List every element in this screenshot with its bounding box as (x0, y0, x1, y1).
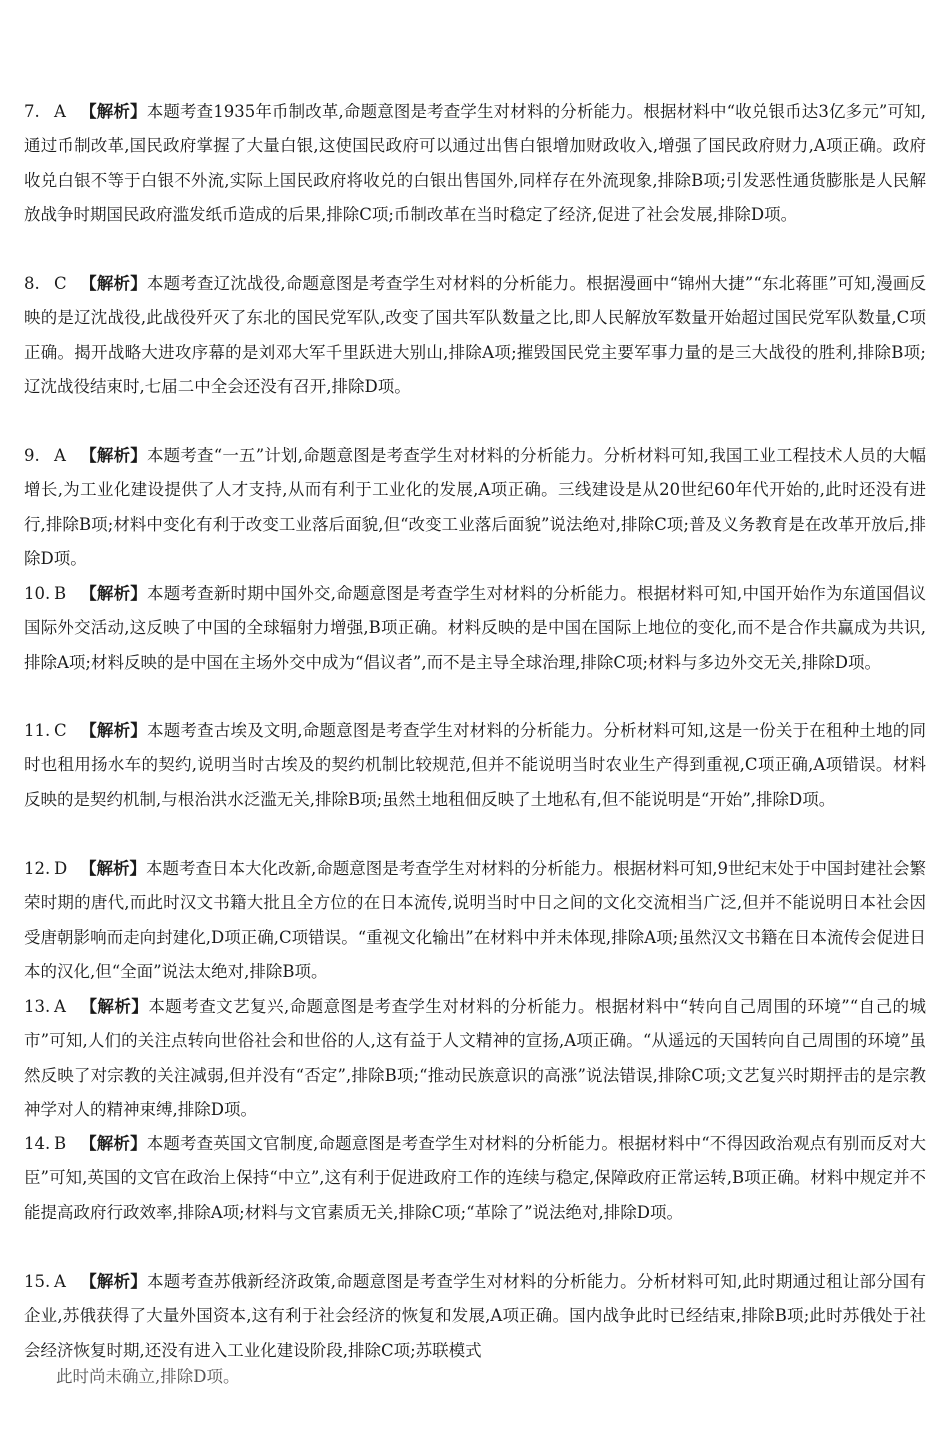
analysis-tag: 【解析】 (80, 1272, 148, 1291)
explanation-item-15 (24, 1265, 926, 1368)
item-answer: C (54, 721, 67, 740)
item-text: 本题考查文艺复兴,命题意图是考查学生对材料的分析能力。根据材料中“转向自己周围的环境”“自己的城市”可知,人们的关注点转向世俗社会和世俗的人,这有益于人文精神的宣扬,A项正确。“从遥远的天国转向自己周围的环境”虽然反映了对宗教的关注减弱,但并没有“否定”,排除B项;“推动民族意识的高涨”说法错误,排除C项;文艺复兴时期抨击的是宗教神学对人的精神束缚,排除D项。 (24, 997, 927, 1120)
analysis-tag: 【解析】 (80, 274, 147, 293)
item-number: 11. (24, 721, 51, 740)
explanation-item-11 (24, 714, 926, 817)
explanation-item-13 (24, 990, 926, 1128)
item-answer: A (54, 446, 66, 465)
analysis-tag: 【解析】 (80, 1134, 147, 1153)
item-answer: C (54, 274, 67, 293)
analysis-tag: 【解析】 (80, 859, 146, 878)
explanation-item-10 (24, 577, 926, 680)
item-answer: B (54, 1134, 67, 1153)
explanation-item-14 (24, 1127, 926, 1230)
analysis-tag: 【解析】 (80, 446, 147, 465)
analysis-tag: 【解析】 (80, 721, 148, 740)
item-number: 7. (24, 102, 40, 121)
item-number: 15. (24, 1272, 51, 1291)
item-answer: A (54, 102, 66, 121)
item-text: 本题考查英国文官制度,命题意图是考查学生对材料的分析能力。根据材料中“不得因政治观点有别而反对大臣”可知,英国的文官在政治上保持“中立”,这有利于促进政府工作的连续与稳定,保障政府正常运转,B项正确。材料中规定并不能提高政府行政效率,排除A项;材料与文官素质无关,排除C项;“革除了”说法绝对,排除D项。 (24, 1134, 926, 1222)
item-number: 9. (24, 446, 40, 465)
item-answer: D (54, 859, 68, 878)
item-answer: B (54, 584, 67, 603)
explanation-item-7 (24, 95, 926, 233)
item-number: 10. (24, 584, 51, 603)
explanation-item-12 (24, 852, 926, 990)
item-number: 13. (24, 997, 51, 1016)
item-number: 8. (24, 274, 40, 293)
item-answer: A (54, 1272, 66, 1291)
analysis-tag: 【解析】 (80, 584, 148, 603)
item-text: 本题考查古埃及文明,命题意图是考查学生对材料的分析能力。分析材料可知,这是一份关于在租种土地的同时也租用扬水车的契约,说明当时古埃及的契约机制比较规范,但并不能说明当时农业生产得到重视,C项正确,A项错误。材料反映的是契约机制,与根治洪水泛滥无关,排除B项;虽然土地租佃反映了土地私有,但不能说明是“开始”,排除D项。 (24, 721, 926, 809)
item-text: 本题考查“一五”计划,命题意图是考查学生对材料的分析能力。分析材料可知,我国工业工程技术人员的大幅增长,为工业化建设提供了人才支持,从而有利于工业化的发展,A项正确。三线建设是从20世纪60年代开始的,此时还没有进行,排除B项;材料中变化有利于改变工业落后面貌,但“改变工业落后面貌”说法绝对,排除C项;普及义务教育是在改革开放后,排除D项。 (24, 446, 926, 569)
item-text: 本题考查1935年币制改革,命题意图是考查学生对材料的分析能力。根据材料中“收兑银币达3亿多元”可知,通过币制改革,国民政府掌握了大量白银,这使国民政府可以通过出售白银增加财政收入,增强了国民政府财力,A项正确。政府收兑白银不等于白银不外流,实际上国民政府将收兑的白银出售国外,同样存在外流现象,排除B项;引发恶性通货膨胀是人民解放战争时期国民政府滥发纸币造成的后果,排除C项;币制改革在当时稳定了经济,促进了社会发展,排除D项。 (24, 102, 926, 225)
analysis-tag: 【解析】 (80, 997, 149, 1016)
item-text: 本题考查辽沈战役,命题意图是考查学生对材料的分析能力。根据漫画中“锦州大捷”“东北蒋匪”可知,漫画反映的是辽沈战役,此战役歼灭了东北的国民党军队,改变了国共军队数量之比,即人民解放军数量开始超过国民党军队数量,C项正确。揭开战略大进攻序幕的是刘邓大军千里跃进大别山,排除A项;摧毁国民党主要军事力量的是三大战役的胜利,排除B项;辽沈战役结束时,七届二中全会还没有召开,排除D项。 (24, 274, 926, 397)
item-number: 12. (24, 859, 51, 878)
cut-off-text: 此时尚未确立,排除D项。 (56, 1367, 240, 1386)
explanation-item-9 (24, 439, 926, 577)
item-number: 14. (24, 1134, 51, 1153)
item-text: 本题考查日本大化改新,命题意图是考查学生对材料的分析能力。根据材料可知,9世纪末处于中国封建社会繁荣时期的唐代,而此时汉文书籍大批且全方位的在日本流传,说明当时中日之间的文化交流相当广泛,但并不能说明日本社会因受唐朝影响而走向封建化,D项正确,C项错误。“重视文化输出”在材料中并未体现,排除A项;虽然汉文书籍在日本流传会促进日本的汉化,但“全面”说法太绝对,排除B项。 (24, 859, 926, 982)
explanation-item-8 (24, 267, 926, 405)
item-text: 本题考查苏俄新经济政策,命题意图是考查学生对材料的分析能力。分析材料可知,此时期通过租让部分国有企业,苏俄获得了大量外国资本,这有利于社会经济的恢复和发展,A项正确。国内战争此时已经结束,排除B项;此时苏俄处于社会经济恢复时期,还没有进入工业化建设阶段,排除C项;苏联模式 (24, 1272, 926, 1360)
cut-off-line (24, 1367, 926, 1392)
item-answer: A (54, 997, 66, 1016)
item-text: 本题考查新时期中国外交,命题意图是考查学生对材料的分析能力。根据材料可知,中国开始作为东道国倡议国际外交活动,这反映了中国的全球辐射力增强,B项正确。材料反映的是中国在国际上地位的变化,而不是合作共赢成为共识,排除A项;材料反映的是中国在主场外交中成为“倡议者”,而不是主导全球治理,排除C项;材料与多边外交无关,排除D项。 (24, 584, 926, 672)
analysis-tag: 【解析】 (80, 102, 147, 121)
